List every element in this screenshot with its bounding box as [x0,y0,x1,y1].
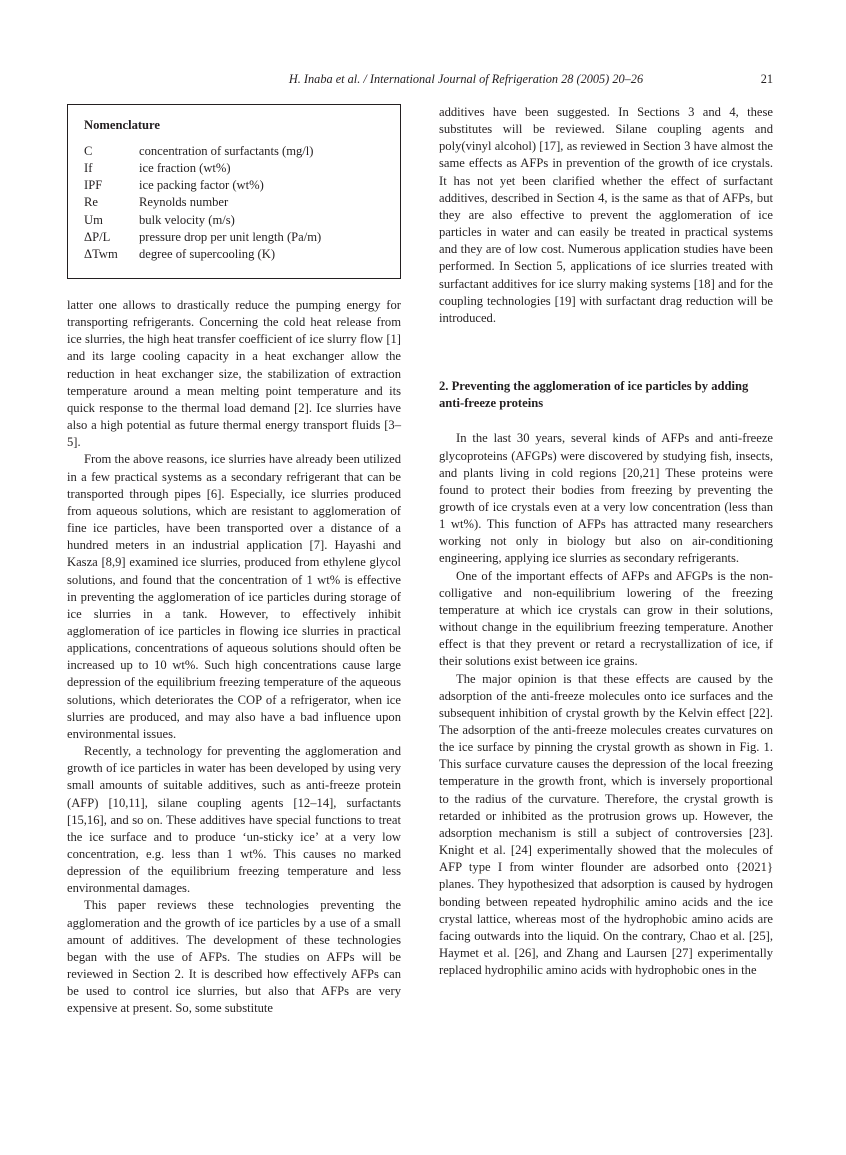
nomenclature-list [84,143,384,263]
nomenclature-row [84,160,384,177]
nomenclature-row [84,229,384,246]
nomenclature-row [84,177,384,194]
right-paragraph-2: In the last 30 years, several kinds of AFPs and anti-freeze glycoproteins (AFGPs) were discovered by studying fish, insects, and plants living in cold regions [20,21] These proteins were found to protect their bodies from freezing by preventing the growth of ice crystals even at a very low concentration (less than 1 wt%). This function of AFPs has attracted many researchers working not only in biology but also on air-conditioning engineering, applying ice slurries as secondary refrigerants. [439,431,773,566]
nomenclature-symbol: If [84,161,93,176]
left-paragraph-1: latter one allows to drastically reduce the pumping energy for transporting refrigerants. Concerning the cold heat release from ice slurries, the high heat transfer coefficient of ice slurry flow [1] and its large cooling capacity in a heat exchanger allow the reduction in heat exchanger size, the stabilization of extraction temperature around a mean melting point temperature and its quick response to the thermal load demand [2]. Ice slurries have also a high potential as future thermal energy transport fluids [3–5]. [67,298,401,450]
nomenclature-definition: ice packing factor (wt%) [139,178,264,193]
nomenclature-symbol: C [84,144,93,159]
left-paragraph-4: This paper reviews these technologies preventing the agglomeration and the growth of ice particles by a use of a small amount of additives. The development of these technologies began with the use of AFPs. The studies on AFPs will be reviewed in Section 2. It is described how effectively AFPs can be used to control ice slurries, but also that AFPs are very expensive at present. So, some substitute [67,898,401,1016]
right-column [439,104,773,979]
nomenclature-symbol: ΔTwm [84,246,118,261]
nomenclature-definition: ice fraction (wt%) [139,161,231,176]
nomenclature-definition: pressure drop per unit length (Pa/m) [139,229,322,244]
nomenclature-symbol: ΔP/L [84,229,111,244]
section-2-heading: 2. Preventing the agglomeration of ice particles by adding anti-freeze proteins [439,379,749,411]
nomenclature-row [84,212,384,229]
nomenclature-symbol: IPF [84,178,103,193]
nomenclature-definition: degree of supercooling (K) [139,246,276,261]
nomenclature-definition: concentration of surfactants (mg/l) [139,144,314,159]
page-number: 21 [760,72,773,86]
right-paragraph-3: One of the important effects of AFPs and AFGPs is the non-colligative and non-equilibrium lowering of the freezing temperature at which ice crystals can grow in their solutions, without change in the equilibrium freezing temperature. Another effect is that they prevent or retard a recrystallization of ice, if their solutions exist between ice grains. [439,568,773,669]
nomenclature-box [67,104,401,279]
nomenclature-row [84,143,384,160]
running-head-text: H. Inaba et al. / International Journal of Refrigeration 28 (2005) 20–26 [288,72,644,86]
nomenclature-definition: bulk velocity (m/s) [139,212,235,227]
right-paragraph-1: additives have been suggested. In Sections 3 and 4, these substitutes will be reviewed. Silane coupling agents and poly(vinyl alcohol) [17], as reviewed in Section 3 have almost the same effects as AFPs in prevention of the growth of ice crystals. It has not yet been clarified whether the effect of surfactant additives, described in Section 4, is the same as that of AFPs, but they are also effective to prevent the agglomeration of ice particles in water and can easily be treated in practical systems and they are of low cost. Numerous application studies have been performed. In Section 5, applications of ice slurries treated with surfactant additives for ice slurry making systems [18] and for the coupling technologies [19] with surfactant drag reduction will be introduced. [439,105,773,325]
nomenclature-symbol: Re [84,195,98,210]
nomenclature-row [84,194,384,211]
nomenclature-symbol: Um [84,212,103,227]
nomenclature-row [84,246,384,263]
nomenclature-definition: Reynolds number [139,195,229,210]
left-paragraph-2: From the above reasons, ice slurries have already been utilized in a few practical systems as a secondary refrigerant that can be transported through pipes [6]. Especially, ice slurries produced from aqueous solutions, which are resistant to agglomeration of fine ice particles, have been transported over a distance of a hundred meters in an industrial application [7]. Hayashi and Kasza [8,9] examined ice slurries, produced from ethylene glycol solutions, and found that the concentration of 1 wt% is effective in preventing the agglomeration of ice particles during storage of ice slurries in a tank. However, to effectively inhibit agglomeration of ice particles in flowing ice slurries in practical applications, concentrations of aqueous solutions should often be increased up to 10 wt%. Such high concentrations cause large depression of the equilibrium freezing temperature of the aqueous solutions, which deteriorates the COP of a refrigerator, when ice slurries are produced, and may also have a bad influence upon environmental issues. [67,452,401,741]
left-column [67,104,401,1018]
left-paragraph-3: Recently, a technology for preventing the agglomeration and growth of ice particles in water has been developed by using very small amounts of suitable additives, such as anti-freeze protein (AFP) [10,11], silane coupling agents [12–14], surfactants [15,16], and so on. These additives have special functions to treat the ice surface and to produce ‘un-sticky ice’ at a very low concentration, e.g. less than 1 wt%. This causes no marked depression of the equilibrium freezing temperature and less environmental damages. [67,744,401,896]
running-head [160,72,772,87]
right-paragraph-4: The major opinion is that these effects are caused by the adsorption of the anti-freeze molecules onto ice surfaces and the subsequent inhibition of crystal growth by the Kelvin effect [22]. The adsorption of the anti-freeze molecules creates curvatures on the ice surface by pinning the crystal growth as shown in Fig. 1. This surface curvature causes the depression of the local freezing temperature in the growth front, which is inversely proportional to the radius of the curvature. Therefore, the crystal growth is retarded or inhibited as the protrusion grows up. However, the adsorption mechanism is still a subject of controversies [23]. Knight et al. [24] experimentally showed that the molecules of AFP type I from winter flounder are adsorbed onto {2021} planes. They hypothesized that adsorption is caused by hydrogen bonding between repeated hydrophilic amino acids and the ice crystal lattice, whereas most of the hydrophobic amino acids are facing outwards into the liquid. On the contrary, Chao et al. [25], Haymet et al. [26], and Zhang and Laursen [27] experimentally replaced hydrophilic amino acids with hydrophobic ones in the [439,671,773,978]
nomenclature-title: Nomenclature [84,118,161,132]
